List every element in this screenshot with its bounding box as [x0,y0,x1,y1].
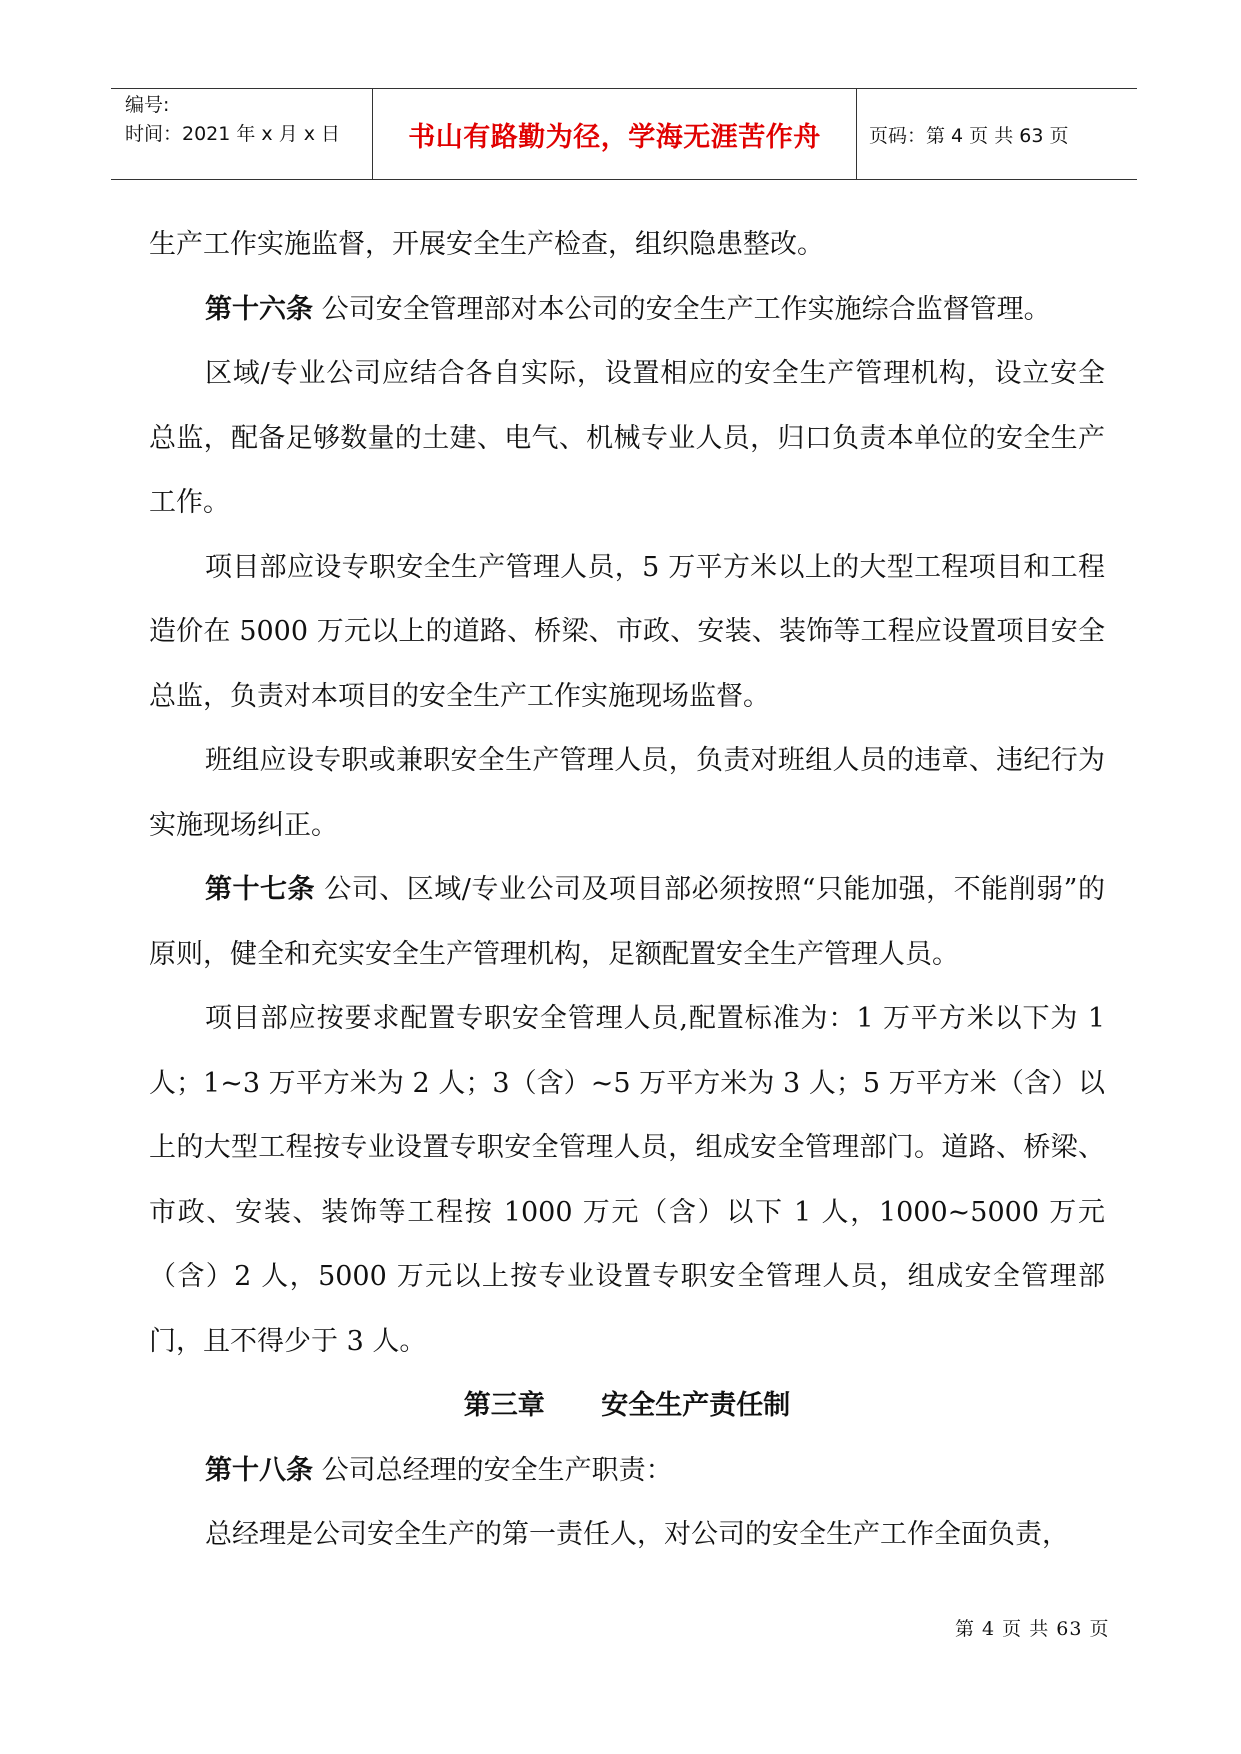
article-label: 第十八条 [205,1454,313,1486]
paragraph: 项目部应设专职安全生产管理人员，5 万平方米以上的大型工程项目和工程造价在 5000 万元以上的道路、桥梁、市政、安装、装饰等工程应设置项目安全总监，负责对本项目的安全生产工作实施现场监督。 [149,551,1105,712]
document-number-label: 编号: [125,94,170,116]
paragraph: 生产工作实施监督，开展安全生产检查，组织隐患整改。 [149,229,824,260]
chapter-heading: 第三章 安全生产责任制 [463,1390,791,1421]
paragraph: 区域/专业公司应结合各自实际，设置相应的安全生产管理机构，设立安全总监，配备足够数量的土建、电气、机械专业人员，归口负责本单位的安全生产工作。 [149,358,1105,518]
document-body [149,213,1105,1568]
article-17 [149,858,1105,987]
header-motto: 书山有路勤为径，学海无涯苦作舟 [373,89,857,179]
document-time: 时间：2021 年 x 月 x 日 [125,123,341,145]
article-label: 第十七条 [205,874,316,905]
article-label: 第十六条 [205,293,313,325]
paragraph: 总经理是公司安全生产的第一责任人，对公司的安全生产工作全面负责， [205,1519,1069,1550]
article-text: 公司安全管理部对本公司的安全生产工作实施综合监督管理。 [321,293,1051,325]
article-text: 公司、区域/专业公司及项目部必须按照“只能加强，不能削弱”的原则，健全和充实安全生产管理机构，足额配置安全生产管理人员。 [149,874,1106,970]
page-header [111,88,1137,180]
header-page-info: 页码：第 4 页 共 63 页 [869,124,1069,147]
article-16 [149,278,1105,343]
article-text: 公司总经理的安全生产职责： [321,1454,673,1486]
article-18 [149,1439,1105,1504]
paragraph: 项目部应按要求配置专职安全管理人员,配置标准为：1 万平方米以下为 1 人；1~3 万平方米为 2 人；3（含）~5 万平方米为 3 人；5 万平方米（含）以上的大型工程按专业设置专职安全管理人员，组成安全管理部门。道路、桥梁、市政、安装、装饰等工程按 1000 万元（含）以下 1 人，1000~5000 万元（含）2 人，5000 万元以上按专业设置专职安全管理人员，组成安全管理部门，且不得少于 3 人。 [149,1003,1105,1357]
page-footer: 第 4 页 共 63 页 [955,1618,1110,1640]
header-meta [111,89,373,179]
paragraph: 班组应设专职或兼职安全生产管理人员，负责对班组人员的违章、违纪行为实施现场纠正。 [149,745,1105,841]
